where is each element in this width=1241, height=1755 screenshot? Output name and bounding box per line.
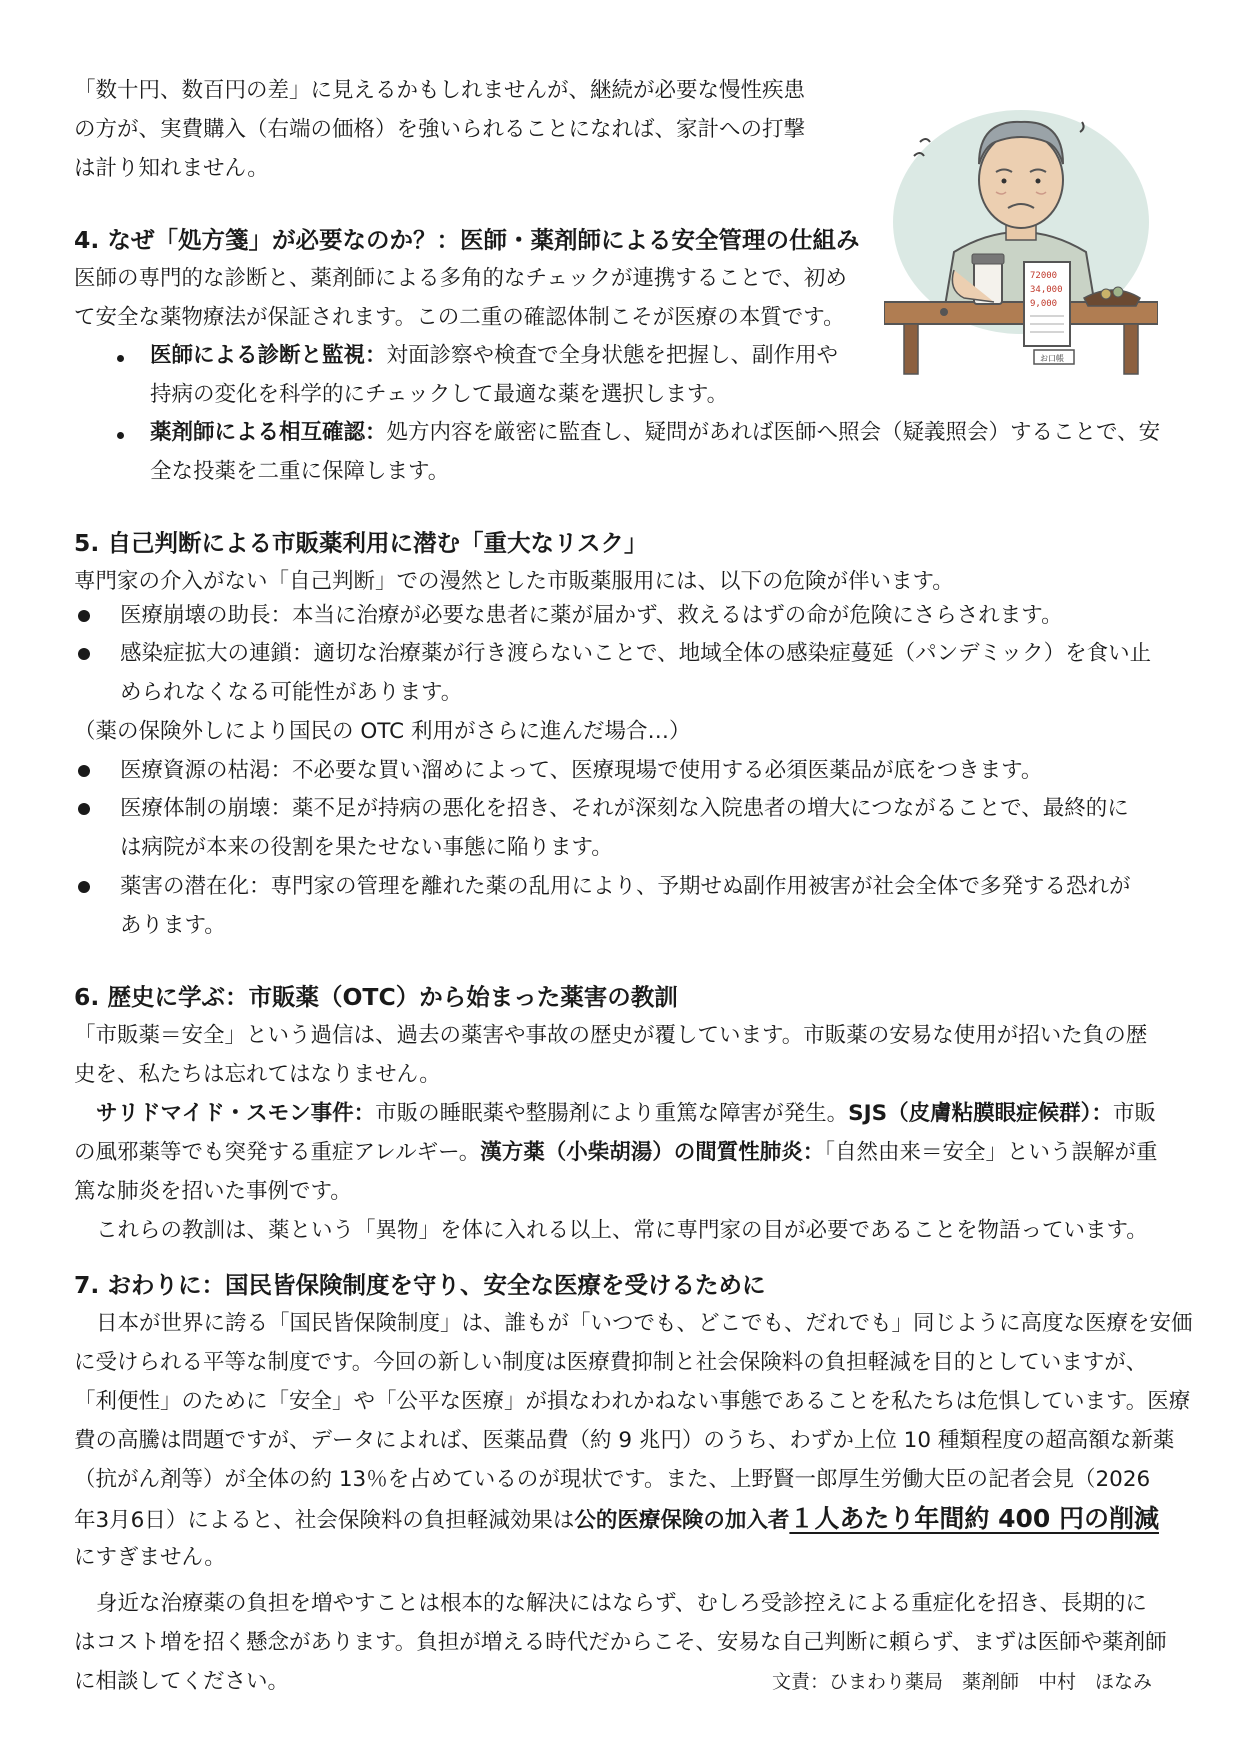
sjs-text-b: の風邪薬等でも突発する重症アレルギー。	[74, 1140, 481, 1165]
section-4-heading: 4. なぜ「処方箋」が必要なのか？：医師・薬剤師による安全管理の仕組み	[74, 226, 860, 254]
section-7-line-2: に受けられる平等な制度です。今回の新しい制度は医療費抑制と社会保険料の負担軽減を目的としていますが、	[74, 1350, 1148, 1375]
receipt-amount-3: 9,000	[1030, 299, 1058, 309]
thalidomide-smon-text: 市販の睡眠薬や整腸剤により重篤な障害が発生。	[375, 1101, 849, 1126]
intro-line-3: は計り知れません。	[74, 156, 269, 181]
section-6-para-line-1: 「市販薬＝安全」という過信は、過去の薬害や事故の歴史が覆しています。市販薬の安易な使用が招いた負の歴	[74, 1023, 1148, 1048]
pharmacist-check-label: 薬剤師による相互確認：	[150, 420, 387, 445]
section-4-para-line-1: 医師の専門的な診断と、薬剤師による多角的なチェックが連携することで、初め	[74, 266, 847, 291]
insured-person-text: 公的医療保険の加入者	[574, 1508, 790, 1533]
receipt-amount-2: 34,000	[1030, 285, 1063, 295]
risk-1: 医療崩壊の助長：本当に治療が必要な患者に薬が届かず、救えるはずの命が危険にさらされます。	[120, 603, 1063, 628]
doctor-diagnosis-text: 対面診察や検査で全身状態を把握し、副作用や	[386, 343, 839, 368]
section-6-conclusion: これらの教訓は、薬という「異物」を体に入れる以上、常に専門家の目が必要であることを物語っています。	[96, 1218, 1148, 1243]
kampo-text-a: 「自然由来＝安全」という誤解が重	[824, 1140, 1158, 1165]
bullet-dot	[117, 355, 124, 362]
notebook-label: お口帳	[1040, 354, 1064, 363]
risk-2-line-1: 感染症拡大の連鎖：適切な治療薬が行き渡らないことで、地域全体の感染症蔓延（パンデミック）を食い止	[120, 641, 1152, 666]
risk-5-line-1: 薬害の潜在化：専門家の管理を離れた薬の乱用により、予期せぬ副作用被害が社会全体で多発する恐れが	[120, 874, 1131, 899]
section-7-line-3: 「利便性」のために「安全」や「公平な医療」が損なわれかねない事態であることを私たちは危惧しています。医療	[74, 1389, 1191, 1414]
section-4-bullet-1-line-2: 持病の変化を科学的にチェックして最適な薬を選択します。	[150, 382, 729, 407]
section-6-cases-line-1	[96, 1097, 1156, 1131]
press-conference-text: 年3月6日）によると、社会保険料の負担軽減効果は	[74, 1508, 575, 1533]
section-7-line-4: 費の高騰は問題ですが、データによれば、医薬品費（約 9 兆円）のうち、わずか上位 10 種類程度の超高額な新薬	[74, 1428, 1175, 1453]
section-6-para-line-2: 史を、私たちは忘れてはなりません。	[74, 1062, 441, 1087]
section-7-line-8: 身近な治療薬の負担を増やすことは根本的な解決にはならず、むしろ受診控えによる重症化を招き、長期的に	[96, 1591, 1147, 1616]
bullet-dot	[78, 803, 90, 815]
section-6-cases-line-2	[74, 1136, 1158, 1170]
pharmacist-check-text: 処方内容を厳密に監査し、疑問があれば医師へ照会（疑義照会）することで、安	[386, 420, 1161, 445]
intro-line-1: 「数十円、数百円の差」に見えるかもしれませんが、継続が必要な慢性疾患	[74, 78, 806, 103]
bullet-dot	[117, 432, 124, 439]
section-4-bullet-2-line-2: 全な投薬を二重に保障します。	[150, 459, 450, 484]
thalidomide-smon-label: サリドマイド・スモン事件：	[96, 1101, 376, 1126]
risk-3: 医療資源の枯渇：不必要な買い溜めによって、医療現場で使用する必須医薬品が底をつきます。	[120, 758, 1043, 783]
risk-2-line-2: められなくなる可能性があります。	[120, 680, 463, 705]
section-7-line-5: （抗がん剤等）が全体の約 13％を占めているのが現状です。また、上野賢一郎厚生労働大臣の記者会見（2026	[74, 1467, 1151, 1492]
bullet-dot	[78, 648, 90, 660]
risk-4-line-2: は病院が本来の役割を果たせない事態に陥ります。	[120, 835, 613, 860]
section-6-heading: 6. 歴史に学ぶ：市販薬（OTC）から始まった薬害の教訓	[74, 983, 678, 1011]
risk-5-line-2: あります。	[120, 913, 226, 938]
section-7-line-7: にすぎません。	[74, 1545, 226, 1570]
sjs-label: SJS（皮膚粘膜眼症候群）：	[848, 1101, 1113, 1126]
bullet-dot	[78, 881, 90, 893]
section-4-bullet-2-line-1	[150, 416, 1160, 450]
section-5-intro: 専門家の介入がない「自己判断」での漫然とした市販薬服用には、以下の危険が伴います。	[74, 569, 954, 594]
section-7-line-6	[74, 1502, 1159, 1538]
section-7-line-1: 日本が世界に誇る「国民皆保険制度」は、誰もが「いつでも、どこでも、だれでも」同じように高度な医療を安価	[96, 1311, 1193, 1336]
worried-elderly-man-illustration	[884, 102, 1158, 394]
risk-4-line-1: 医療体制の崩壊：薬不足が持病の悪化を招き、それが深刻な入院患者の増大につながることで、最終的に	[120, 796, 1129, 821]
section-7-line-10: に相談してください。	[74, 1669, 290, 1694]
section-4-para-line-2: て安全な薬物療法が保証されます。この二重の確認体制こそが医療の本質です。	[74, 305, 845, 330]
doctor-diagnosis-label: 医師による診断と監視：	[150, 343, 387, 368]
bullet-dot	[78, 610, 90, 622]
sjs-text-a: 市販	[1112, 1101, 1156, 1126]
section-5-note: （薬の保険外しにより国民の OTC 利用がさらに進んだ場合…）	[74, 719, 691, 744]
intro-line-2: の方が、実費購入（右端の価格）を強いられることになれば、家計への打撃	[74, 117, 806, 142]
author-credit: 文責：ひまわり薬局 薬剤師 中村 ほなみ	[772, 1671, 1153, 1693]
bullet-dot	[78, 765, 90, 777]
reduction-amount-highlight: １人あたり年間約 400 円の削減	[789, 1504, 1159, 1533]
section-7-line-9: はコスト増を招く懸念があります。負担が増える時代だからこそ、安易な自己判断に頼らず、まずは医師や薬剤師	[74, 1630, 1167, 1655]
section-5-heading: 5. 自己判断による市販薬利用に潜む「重大なリスク」	[74, 529, 648, 557]
section-7-heading: 7. おわりに：国民皆保険制度を守り、安全な医療を受けるために	[74, 1271, 766, 1299]
kampo-label: 漢方薬（小柴胡湯）の間質性肺炎：	[480, 1140, 825, 1165]
section-6-cases-line-3: 篤な肺炎を招いた事例です。	[74, 1179, 352, 1204]
receipt-amount-1: 72000	[1030, 271, 1058, 281]
section-4-bullet-1-line-1	[150, 339, 838, 373]
